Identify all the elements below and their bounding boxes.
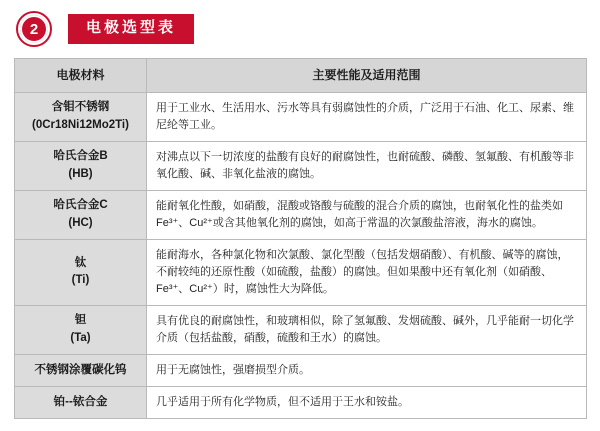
material-name-line1: 含钼不锈钢	[51, 100, 110, 113]
material-name-line1: 哈氏合金B	[53, 149, 108, 162]
electrode-selection-table	[14, 58, 587, 419]
cell-material	[15, 239, 147, 305]
table-row	[15, 306, 587, 355]
material-name-line1: 不锈钢涂覆碳化钨	[34, 363, 127, 376]
material-name-line2: (0Cr18Ni12Mo2Ti)	[32, 118, 129, 131]
column-header-description: 主要性能及适用范围	[147, 59, 587, 93]
cell-description: 能耐氧化性酸，如硝酸，混酸或铬酸与硫酸的混合介质的腐蚀，也耐氧化性的盐类如Fe³⁺、Cu²⁺或含其他氧化剂的腐蚀，如高于常温的次氯酸盐溶液，海水的腐蚀。	[147, 190, 587, 239]
table-row	[15, 387, 587, 419]
cell-material	[15, 190, 147, 239]
section-header	[14, 12, 586, 46]
table-row	[15, 141, 587, 190]
column-header-material: 电极材料	[15, 59, 147, 93]
table-header-row	[15, 59, 587, 93]
cell-material	[15, 387, 147, 419]
cell-description: 能耐海水，各种氯化物和次氯酸、氯化型酸（包括发烟硝酸）、有机酸、碱等的腐蚀，不耐较纯的还原性酸（如硫酸，盐酸）的腐蚀。但如果酸中还有氧化剂（如硝酸、Fe³⁺、Cu²⁺）时，腐蚀性大为降低。	[147, 239, 587, 305]
step-badge: 2	[20, 15, 48, 43]
cell-material	[15, 92, 147, 141]
material-name-line2: (Ti)	[71, 274, 90, 287]
cell-material	[15, 355, 147, 387]
material-name-line2: (HC)	[68, 216, 93, 229]
material-name-line1: 钽	[74, 314, 87, 327]
table-row	[15, 355, 587, 387]
cell-description: 具有优良的耐腐蚀性，和玻璃相似，除了氢氟酸、发烟硫酸、碱外，几乎能耐一切化学介质（包括盐酸，硝酸，硫酸和王水）的腐蚀。	[147, 306, 587, 355]
table-body	[15, 92, 587, 419]
material-name-line1: 哈氏合金C	[53, 199, 108, 212]
material-name-line1: 铂--铱合金	[53, 395, 108, 408]
material-name-line2: (Ta)	[70, 332, 91, 345]
material-name-line2: (HB)	[68, 167, 93, 180]
cell-material	[15, 141, 147, 190]
cell-description: 对沸点以下一切浓度的盐酸有良好的耐腐蚀性，也耐硫酸、磷酸、氢氟酸、有机酸等非氧化酸、碱、非氧化盐液的腐蚀。	[147, 141, 587, 190]
step-badge-ring	[16, 11, 52, 47]
cell-description: 几乎适用于所有化学物质，但不适用于王水和铵盐。	[147, 387, 587, 419]
table-row	[15, 92, 587, 141]
table-row	[15, 239, 587, 305]
cell-description: 用于工业水、生活用水、污水等具有弱腐蚀性的介质，广泛用于石油、化工、尿素、维尼纶等工业。	[147, 92, 587, 141]
cell-material	[15, 306, 147, 355]
page-title: 电极选型表	[68, 14, 194, 44]
material-name-line1: 钛	[74, 256, 87, 269]
table-row	[15, 190, 587, 239]
cell-description: 用于无腐蚀性，强磨损型介质。	[147, 355, 587, 387]
